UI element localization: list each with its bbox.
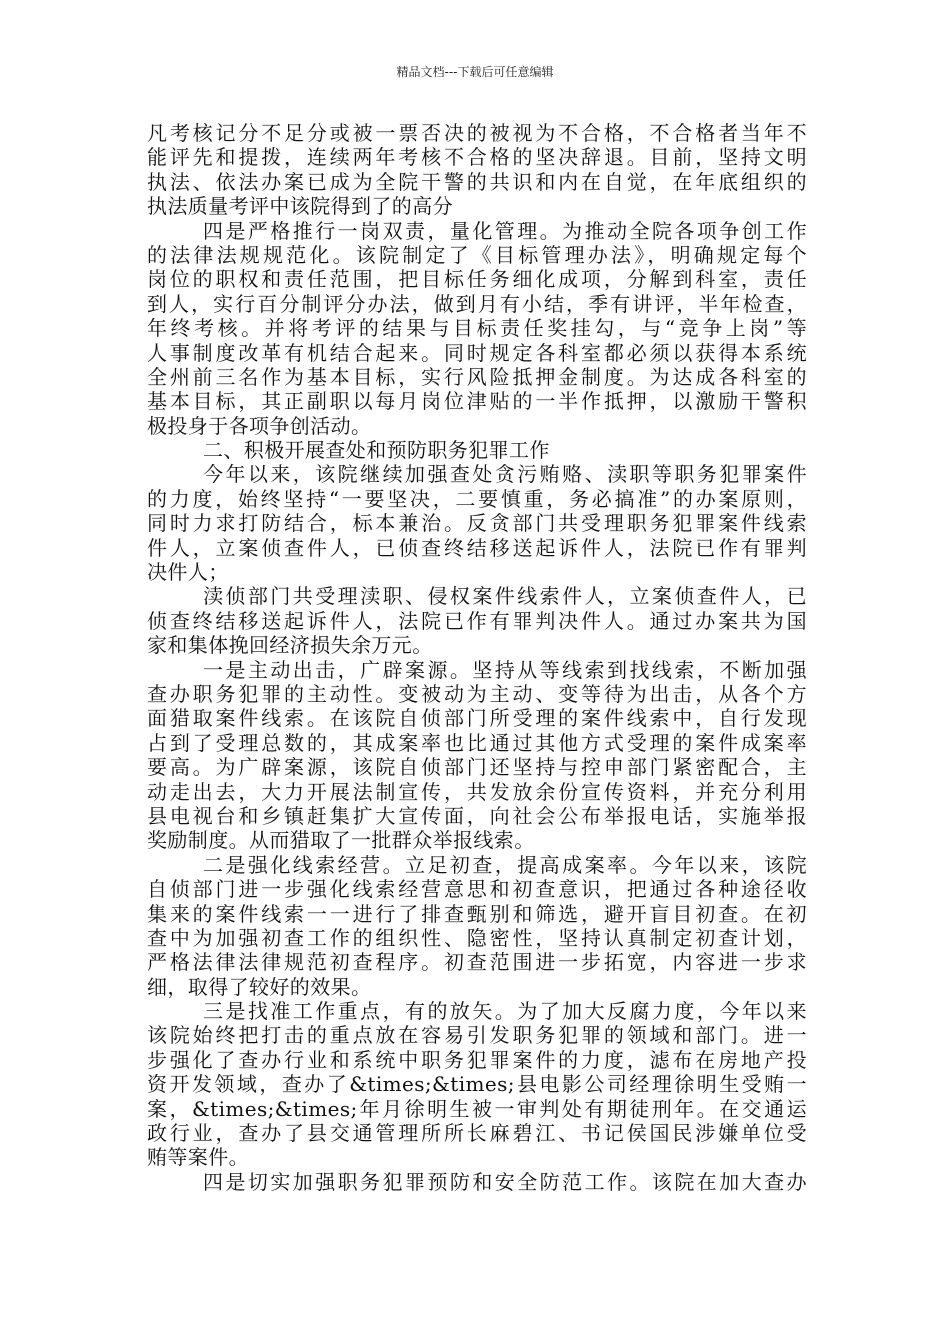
text-line: 的法律法规规范化。该院制定了《目标管理办法》，明确规定每个: [147, 242, 807, 267]
text-line: 件人，立案侦查件人，已侦查终结移送起诉件人，法院已作有罪判: [147, 535, 807, 560]
text-line: 查中为加强初查工作的组织性、隐密性，坚持认真制定初查计划，: [147, 925, 807, 950]
text-line: 家和集体挽回经济损失余万元。: [147, 633, 433, 658]
text-line: 执法、依法办案已成为全院干警的共识和内在自觉，在年底组织的: [147, 169, 807, 194]
text-line: 执法质量考评中该院得到了的高分: [147, 194, 453, 219]
text-line: 四是严格推行一岗双责，量化管理。为推动全院各项争创工作: [203, 218, 807, 243]
text-line: 一是主动出击，广辟案源。坚持从等线索到找线索，不断加强: [203, 657, 807, 682]
text-line: 动走出去，大力开展法制宣传，共发放余份宣传资料，并充分利用: [147, 779, 807, 804]
text-line: 基本目标，其正副职以每月岗位津贴的一半作抵押，以激励干警积: [147, 389, 807, 414]
text-line: 人事制度改革有机结合起来。同时规定各科室都必须以获得本系统: [147, 340, 807, 365]
text-line: 该院始终把打击的重点放在容易引发职务犯罪的领域和部门。进一: [147, 1023, 807, 1048]
text-line: 今年以来，该院继续加强查处贪污贿赂、渎职等职务犯罪案件: [203, 462, 807, 487]
text-line: 步强化了查办行业和系统中职务犯罪案件的力度，滤布在房地产投: [147, 1047, 807, 1072]
text-line: 面猎取案件线索。在该院自侦部门所受理的案件线索中，自行发现: [147, 706, 807, 731]
text-line: 要高。为广辟案源，该院自侦部门还坚持与控申部门紧密配合，主: [147, 755, 807, 780]
text-line: 案，&times;&times;年月徐明生被一审判处有期徒刑年。在交通运: [147, 1096, 807, 1121]
text-line: 四是切实加强职务犯罪预防和安全防范工作。该院在加大查办: [203, 1169, 807, 1194]
text-line: 年终考核。并将考评的结果与目标责任奖挂勾，与“竞争上岗”等: [147, 316, 807, 341]
text-line: 县电视台和乡镇赶集扩大宣传面，向社会公布举报电话，实施举报: [147, 803, 807, 828]
text-line: 贿等案件。: [147, 1145, 249, 1170]
text-line: 到人，实行百分制评分办法，做到月有小结，季有讲评，半年检查，: [147, 291, 807, 316]
text-line: 侦查终结移送起诉件人，法院已作有罪判决件人。通过办案共为国: [147, 608, 807, 633]
text-line: 二是强化线索经营。立足初查，提高成案率。今年以来，该院: [203, 852, 807, 877]
text-line: 集来的案件线索一一进行了排查甄别和筛选，避开盲目初查。在初: [147, 901, 807, 926]
text-line: 细，取得了较好的效果。: [147, 974, 372, 999]
text-line: 二、积极开展查处和预防职务犯罪工作: [203, 438, 550, 463]
text-line: 资开发领域，查办了&times;&times;县电影公司经理徐明生受贿一: [147, 1072, 807, 1097]
text-line: 自侦部门进一步强化线索经营意思和初查意识，把通过各种途径收: [147, 877, 807, 902]
text-line: 奖励制度。从而猎取了一批群众举报线索。: [147, 828, 535, 853]
text-line: 的力度，始终坚持“一要坚决，二要慎重，务必搞准”的办案原则，: [147, 486, 807, 511]
text-line: 政行业，查办了县交通管理所所长麻碧江、书记侯国民涉嫌单位受: [147, 1121, 807, 1146]
text-line: 凡考核记分不足分或被一票否决的被视为不合格，不合格者当年不: [147, 121, 807, 145]
text-line: 能评先和提拨，连续两年考核不合格的坚决辞退。目前，坚持文明: [147, 145, 807, 170]
page-header: 精品文档---下载后可任意编辑: [396, 65, 554, 79]
text-line: 决件人；: [147, 560, 229, 585]
text-line: 极投身于各项争创活动。: [147, 413, 372, 438]
text-line: 渎侦部门共受理渎职、侵权案件线索件人，立案侦查件人，已: [203, 584, 807, 609]
text-line: 岗位的职权和责任范围，把目标任务细化成项，分解到科室，责任: [147, 267, 807, 292]
text-line: 查办职务犯罪的主动性。变被动为主动、变等待为出击，从各个方: [147, 681, 807, 706]
text-line: 严格法律法律规范初查程序。初查范围进一步拓宽，内容进一步求: [147, 950, 807, 975]
text-line: 占到了受理总数的，其成案率也比通过其他方式受理的案件成案率: [147, 730, 807, 755]
text-line: 同时力求打防结合，标本兼治。反贪部门共受理职务犯罪案件线索: [147, 511, 807, 536]
text-line: 三是找准工作重点，有的放矢。为了加大反腐力度，今年以来: [203, 999, 807, 1024]
document-body: [147, 121, 807, 1194]
text-line: 全州前三名作为基本目标，实行风险抵押金制度。为达成各科室的: [147, 364, 807, 389]
